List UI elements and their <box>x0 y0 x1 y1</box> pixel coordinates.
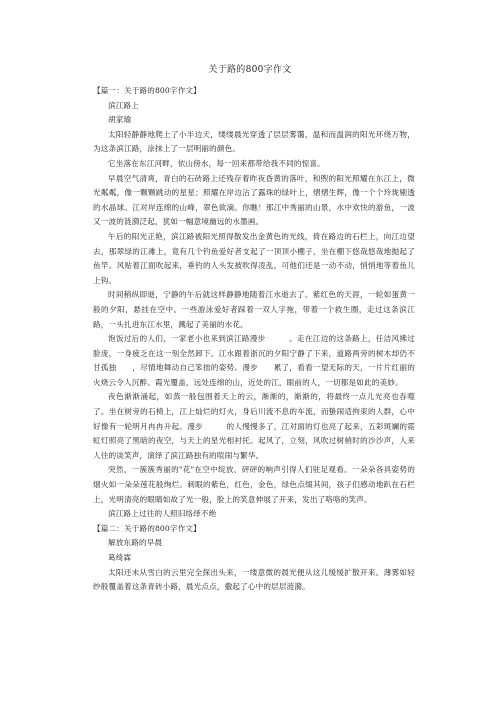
section-header: 【篇二：关于路的800字作文】 <box>93 523 201 533</box>
paragraph: 夜色渐渐涌起，如蒸一般包围着天上的云，渐渐的，渐渐的，将最终一点儿光亮也吞噬了。坐在树旁的石椅上，江上灿烂的灯火，身后川流不息的车流，而蛰闹适拘束的人群，心中好像有一轮明月冉冉升起。漫步 的人慢慢多了，江对面的灯也亮了起来，五彩斑斓的霓虹灯照亮了黑暗的夜空，与天上的星光相衬托。起风了，立刻，风吹过树梢时的沙沙声，人来人往的谈笑声，演绎了滨江路独有的喧闹与繁华。 <box>93 392 415 460</box>
paragraph: 早晨空气清爽，青白的石砖路上还残存着昨夜昏黄的落叶，和煦的阳光照耀在东江上，微光粼粼，像一颗颗跳动的星星；照耀在岸边沾了露珠的绿叶上，熠熠生辉，像一个个玲珑剔透的水晶球。江对岸连绵的山峰，翠色欲滴。你瞧！那江中秀丽的山景，水中欢快的游鱼，一波又一波的涟漪泛起，犹如一幅意境幽远的水墨画。 <box>93 173 415 227</box>
paragraph: 太阳还未从雪白的云里完全探出头来，一缕意微的晨光便从这儿缓缓扩散开来。薄雾如轻纱般覆盖着这条青砖小路，晨光点点，撒起了心中的层层涟漪。 <box>93 567 415 592</box>
section-header: 【篇一：关于路的800字作文】 <box>93 86 201 95</box>
paragraph: 饱饭过后的人们，一家老小也来到滨江路漫步 。走在江边的这条路上，任洁风拂过脸庞，一身疲乏在这一刻全然卸下。江水跟着浙沉的夕阳宁静了下来，道路两旁的树木却仍不甘孤独 ，尽情地舞动自己笨拙的姿势。漫步 累了，看看一望无际的天，一片片红丽的火烧云令人沉醉。霞光覆盖，远处连绵的山，近处的江，眼前的人，一切都是如此的美妙。 <box>93 334 415 387</box>
section-title: 滨江路上 <box>108 100 139 110</box>
section-author: 胡家瑜 <box>108 115 132 125</box>
section-author: 葛绮霖 <box>108 553 132 562</box>
paragraph: 它坐落在东江河畔，依山傍水，每一回来都带给我不同的惊喜。 <box>108 158 325 168</box>
section-title: 解放东路的早晨 <box>108 538 163 548</box>
document-title: 关于路的800字作文 <box>208 65 292 75</box>
paragraph: 滨江路上过往的人照旧络绎不绝 <box>108 509 217 519</box>
paragraph: 太阳轻静静地爬上了小半边天，缕缕晨光穿透了层层雾霭，温和而温润的阳光环绕万物，为这条滨江路，涂抹上了一层明丽的颜色。 <box>93 129 415 154</box>
document-body <box>93 79 415 595</box>
paragraph: 突然，一簇簇秀丽的"花"在空中绽放，砰砰的响声引得人们驻足观看。一朵朵各具姿势的烟火如一朵朵莲花般绚烂。刺眼的紫色，红色，金色，绿色点缀其间，孩子们感动地趴在石栏上，光明清亮的眼睛如故了光一般，脸上的笑意伸展了开来，发出了咯咯的笑声。 <box>93 465 415 504</box>
paragraph: 午后的阳光正艳，滨江路被阳光照得散发出金黄色的光线，倚在路边的石栏上，向江边望去，那翠绿的江滩上，竟有几个钓鱼爱好者支起了一顶顶小棚子，坐在棚下悠哉悠哉地抛起了鱼竿。风贴着江面吹起来，垂钓的人头发被吹得凌乱，可他们还是一动不动，悄悄地等着鱼儿上钩。 <box>93 231 415 285</box>
paragraph: 时间稍纵即逝，宁静的午后就这样静静地随着江水逝去了。紫红色的天涯，一轮如蛋黄一般的夕阳，悬挂在空中。一些游泳爱好者踩着一双人字拖，带着一个救生圈，走过这条滨江路，一头扎进东江水里，溅起了美丽的水花。 <box>93 290 415 329</box>
